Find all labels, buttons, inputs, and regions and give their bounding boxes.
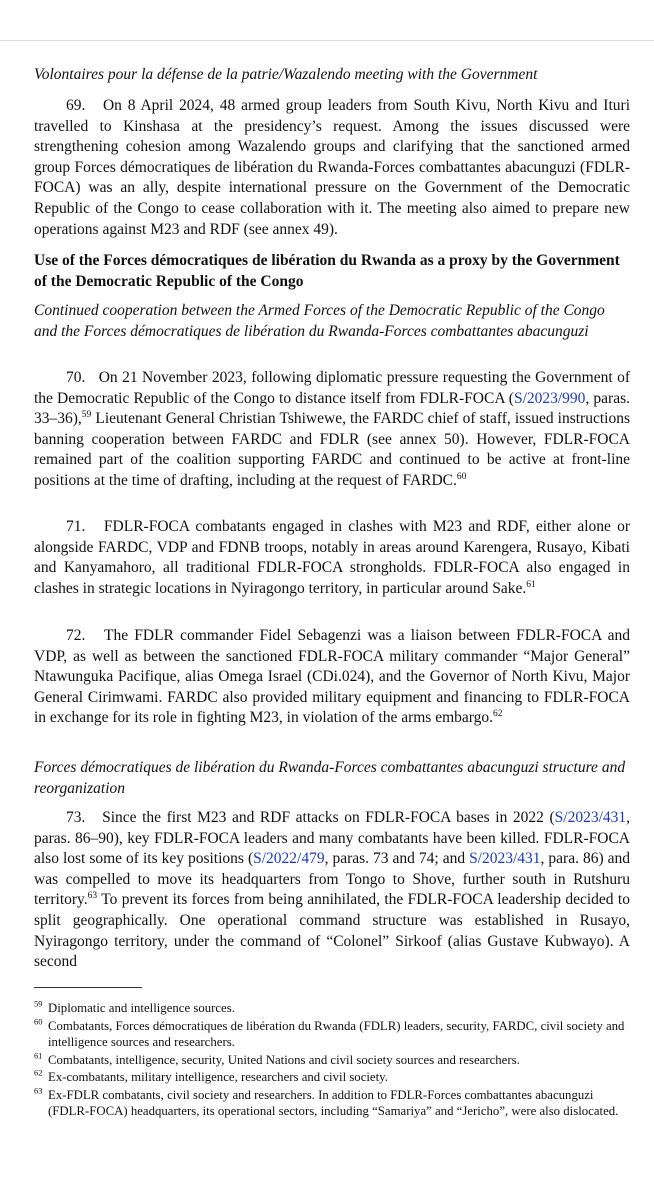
paragraph-text: FDLR-FOCA combatants engaged in clashes with M23 and RDF, either alone or alongside FARDC, VDP and FDNB troops, notably in areas around Karengera, Rusayo, Kibati and Kanyamahoro, all traditional FDLR-FOCA strongholds. FDLR-FOCA also engaged in clashes in strategic locations in Nyiragongo territory, in particular around Sake. <box>34 518 630 597</box>
paragraph-text: , paras. 73 and 74; and <box>324 850 470 868</box>
footnote-number: 63 <box>34 1085 43 1096</box>
footnote-60 <box>34 1018 634 1051</box>
paragraph-text: , paras. 33–36), <box>34 389 630 428</box>
footnote-ref[interactable]: 62 <box>493 709 503 720</box>
footnote-text: Combatants, Forces démocratiques de libération du Rwanda (FDLR) leaders, security, FARDC, civil society and intelligence sources and researchers. <box>48 1019 625 1050</box>
subsection-heading-cooperation: Continued cooperation between the Armed Forces of the Democratic Republic of the Congo and the Forces démocratiques de libération du Rwanda-Forces combattantes abacunguzi <box>34 302 605 340</box>
footnote-text: Ex-FDLR combatants, civil society and researchers. In addition to FDLR-Forces combattantes abacunguzi (FDLR-FOCA) headquarters, its operational sectors, including “Samariya” and “Jericho”, were also dislocated. <box>48 1088 619 1119</box>
footnote-ref[interactable]: 59 <box>81 410 92 421</box>
paragraph-text: , para. 86) and was compelled to move its headquarters from Tongo to Shove, further south in Rutshuru territory. <box>34 850 630 909</box>
document-link-s-2023-431-b[interactable]: S/2023/431 <box>469 850 541 868</box>
footnote-number: 62 <box>34 1067 43 1078</box>
footnote-number: 60 <box>34 1016 43 1027</box>
document-link-s-2023-431[interactable]: S/2023/431 <box>554 809 627 826</box>
footnote-divider <box>34 987 142 988</box>
footnote-59 <box>34 1000 634 1016</box>
paragraph-number: 70. <box>66 369 86 386</box>
footnote-63 <box>34 1087 634 1120</box>
document-link-s-2022-479[interactable]: S/2022/479 <box>253 850 325 868</box>
paragraph-text: Since the first M23 and RDF attacks on FDLR-FOCA bases in 2022 ( <box>102 809 555 826</box>
footnote-ref[interactable]: 61 <box>526 579 536 590</box>
paragraph-70 <box>34 368 630 492</box>
paragraph-number: 72. <box>66 627 86 644</box>
footnote-text: Combatants, intelligence, security, United Nations and civil society sources and researchers. <box>48 1053 520 1067</box>
paragraph-text: , paras. 86–90), key FDLR-FOCA leaders and many combatants have been killed. FDLR-FOCA also lost some of its key positions ( <box>34 809 630 868</box>
paragraph-text: Lieutenant General Christian Tshiwewe, the FARDC chief of staff, issued instructions banning cooperation between FARDC and FDLR (see annex 50). However, FDLR-FOCA remained part of the coalition supporting FARDC and continued to be active at front-line positions at the time of drafting, including at the request of FARDC. <box>34 410 630 489</box>
footnote-number: 59 <box>34 998 43 1009</box>
paragraph-72 <box>34 626 630 729</box>
document-link-s-2023-990[interactable]: S/2023/990 <box>513 389 586 407</box>
footnote-62 <box>34 1069 634 1085</box>
paragraph-text: On 21 November 2023, following diplomatic pressure requesting the Government of the Democratic Republic of the Congo to distance itself from FDLR-FOCA ( <box>34 369 631 407</box>
footnote-ref[interactable]: 60 <box>456 471 467 482</box>
paragraph-71 <box>34 517 630 599</box>
paragraph-number: 69. <box>66 97 86 114</box>
paragraph-number: 73. <box>66 809 86 826</box>
footnote-text: Diplomatic and intelligence sources. <box>48 1001 235 1015</box>
top-divider <box>0 40 654 41</box>
footnote-61 <box>34 1052 634 1068</box>
paragraph-69 <box>34 96 630 240</box>
footnote-text: Ex-combatants, military intelligence, researchers and civil society. <box>48 1070 388 1084</box>
footnote-ref[interactable]: 63 <box>87 891 98 902</box>
section-heading-proxy: Use of the Forces démocratiques de libération du Rwanda as a proxy by the Government of the Democratic Republic of the Congo <box>34 252 620 290</box>
section-heading-wazalendo: Volontaires pour la défense de la patrie/Wazalendo meeting with the Government <box>34 66 538 83</box>
paragraph-text: The FDLR commander Fidel Sebagenzi was a liaison between FDLR-FOCA and VDP, as well as between the sanctioned FDLR-FOCA military commander “Major General” Ntawunguka Pacifique, alias Omega Israel (CDi.024), and the Governor of North Kivu, Major General Cirimwami. FARDC also provided military equipment and financing to FDLR-FOCA in exchange for its role in fighting M23, in violation of the arms embargo. <box>34 627 631 727</box>
footnote-number: 61 <box>34 1050 43 1061</box>
paragraph-text: On 8 April 2024, 48 armed group leaders from South Kivu, North Kivu and Ituri travelled to Kinshasa at the presidency’s request. Among the issues discussed were strengthening cohesion among Wazalendo groups and clarifying that the sanctioned armed group Forces démocratiques de libération du Rwanda-Forces combattantes abacunguzi (FDLR-FOCA) was an ally, despite international pressure on the Government of the Democratic Republic of the Congo to cease collaboration with it. The meeting also aimed to prepare new operations against M23 and RDF (see annex 49). <box>34 97 630 238</box>
paragraph-text: To prevent its forces from being annihilated, the FDLR-FOCA leadership decided to split geographically. One operational command structure was established in Rusayo, Nyiragongo territory, under the command of “Colonel” Sirkoof (alias Gustave Kubwayo). A second <box>34 891 630 971</box>
paragraph-73 <box>34 808 630 973</box>
subsection-heading-structure: Forces démocratiques de libération du Rwanda-Forces combattantes abacunguzi structure and reorganization <box>34 759 626 797</box>
paragraph-number: 71. <box>66 518 86 535</box>
